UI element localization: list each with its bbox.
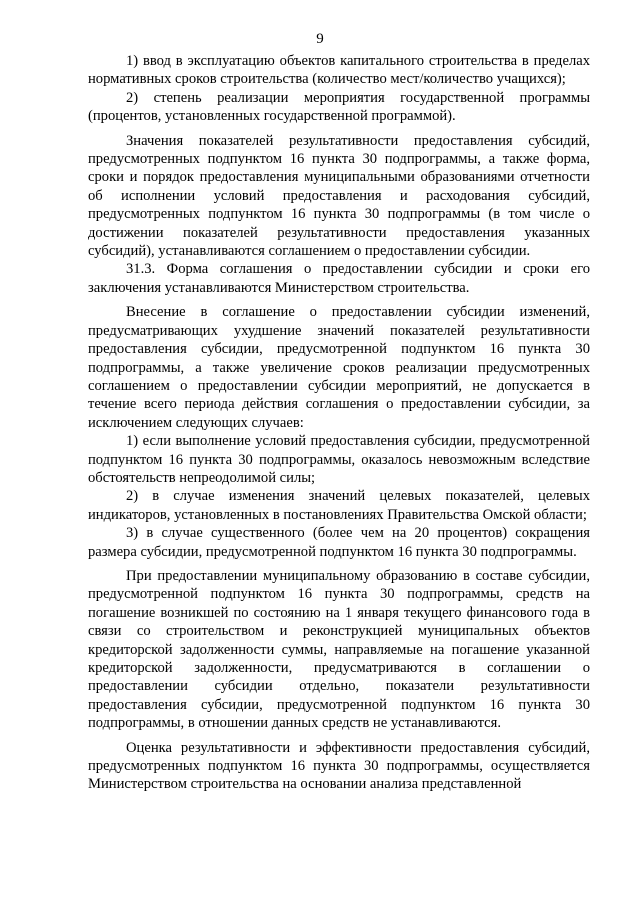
document-body [88, 52, 590, 794]
paragraph-item-2: 2) степень реализации мероприятия государственной программы (процентов, установленных государственной программой). [88, 89, 590, 125]
paragraph-31-3: 31.3. Форма соглашения о предоставлении субсидии и сроки его заключения устанавливаются Министерством строительства. [88, 261, 590, 296]
paragraph-creditor-debt: При предоставлении муниципальному образованию в составе субсидии, предусмотренной подпунктом 16 пункта 30 подпрограммы, средств на погашение возникшей по состоянию на 1 января текущего финансового года в связи со строительством и реконструкцией муниципальных объектов кредиторской задолженности суммы, направляемые на погашение указанной кредиторской задолженности, предусматриваются в соглашении о предоставлении субсидии отдельно, показатели результативности предоставления субсидии, предусмотренной подпунктом 16 пункта 30 подпрограммы, в отношении данных средств не устанавливаются. [88, 567, 590, 732]
paragraph-evaluation: Оценка результативности и эффективности предоставления субсидий, предусмотренных подпунктом 16 пункта 30 подпрограммы, осуществляется Министерством строительства на основании анализа представленной [88, 739, 590, 793]
page-number: 9 [316, 31, 324, 47]
paragraph-exception-3: 3) в случае существенного (более чем на 20 процентов) сокращения размера субсидии, предусмотренной подпунктом 16 пункта 30 подпрограммы. [88, 525, 590, 560]
paragraph-exception-1: 1) если выполнение условий предоставления субсидии, предусмотренной подпунктом 16 пункта 30 подпрограммы, оказалось невозможным вследствие обстоятельств непреодолимой силы; [88, 433, 590, 486]
paragraph-indicator-values: Значения показателей результативности предоставления субсидий, предусмотренных подпунктом 16 пункта 30 подпрограммы, а также форма, сроки и порядок предоставления муниципальными образованиями отчетности об исполнении условий предоставления и расходования субсидий, предусмотренных подпунктом 16 пункта 30 подпрограммы (в том числе о достижении показателей результативности предоставления указанных субсидий), устанавливаются соглашением о предоставлении субсидии. [88, 132, 590, 260]
paragraph-exception-2: 2) в случае изменения значений целевых показателей, целевых индикаторов, установленных в постановлениях Правительства Омской области; [88, 488, 590, 523]
paragraph-item-1: 1) ввод в эксплуатацию объектов капитального строительства в пределах нормативных сроков строительства (количество мест/количество учащихся); [88, 53, 590, 88]
paragraph-amendments: Внесение в соглашение о предоставлении субсидии изменений, предусматривающих ухудшение значений показателей результативности предоставления субсидии, предусмотренной подпунктом 16 пункта 30 подпрограммы, а также увеличение сроков реализации предусмотренных соглашением о предоставлении субсидии мероприятий, не допускается в течение всего периода действия соглашения о предоставлении субсидии, за исключением следующих случаев: [88, 304, 590, 431]
